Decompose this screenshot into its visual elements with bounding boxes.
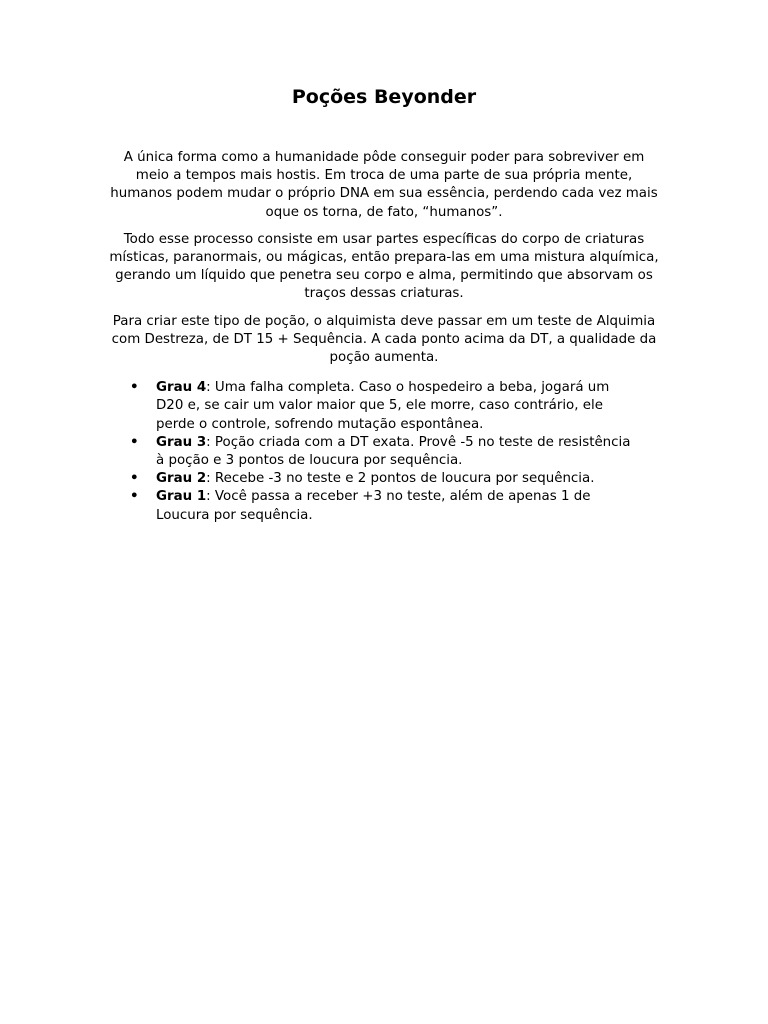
- grade-item: [108, 470, 660, 488]
- bullet-icon: •: [130, 471, 139, 487]
- document-title: Poções Beyonder: [291, 86, 477, 108]
- grade-label: Grau 3: [156, 434, 207, 450]
- grade-list: [108, 379, 660, 525]
- paragraph-intro: A única forma como a humanidade pôde conseguir poder para sobreviver em meio a tempos mais hostis. Em troca de uma parte de sua própria mente, humanos podem mudar o próprio DNA em sua essência, perdendo cada vez mais oque os torna, de fato, “humanos”.: [110, 150, 658, 220]
- grade-description: : Uma falha completa. Caso o hospedeiro a beba, jogará um D20 e, se cair um valor maior que 5, ele morre, caso contrário, ele perde o controle, sofrendo mutação espontânea.: [156, 380, 610, 432]
- paragraph-alchemy-test: Para criar este tipo de poção, o alquimista deve passar em um teste de Alquimia com Destreza, de DT 15 + Sequência. A cada ponto acima da DT, a qualidade da poção aumenta.: [111, 313, 657, 366]
- grade-label: Grau 2: [156, 471, 207, 487]
- grade-label: Grau 1: [156, 489, 207, 505]
- grade-description: : Você passa a receber +3 no teste, além de apenas 1 de Loucura por sequência.: [156, 489, 591, 523]
- grade-description: : Poção criada com a DT exata. Provê -5 no teste de resistência à poção e 3 pontos de loucura por sequência.: [156, 434, 631, 469]
- grade-label: Grau 4: [156, 380, 207, 396]
- grade-item: [108, 434, 660, 470]
- grade-item: [108, 488, 660, 524]
- grade-description: : Recebe -3 no teste e 2 pontos de loucura por sequência.: [206, 471, 595, 487]
- bullet-icon: •: [130, 489, 139, 505]
- bullet-icon: •: [130, 434, 139, 450]
- grade-item: [108, 379, 660, 434]
- document-body: [108, 149, 660, 525]
- paragraph-process: Todo esse processo consiste em usar partes específicas do corpo de criaturas místicas, paranormais, ou mágicas, então prepara-las em uma mistura alquímica, gerando um líquido que penetra seu corpo e alma, permitindo que absorvam os traços dessas criaturas.: [109, 231, 659, 302]
- bullet-icon: •: [130, 380, 139, 396]
